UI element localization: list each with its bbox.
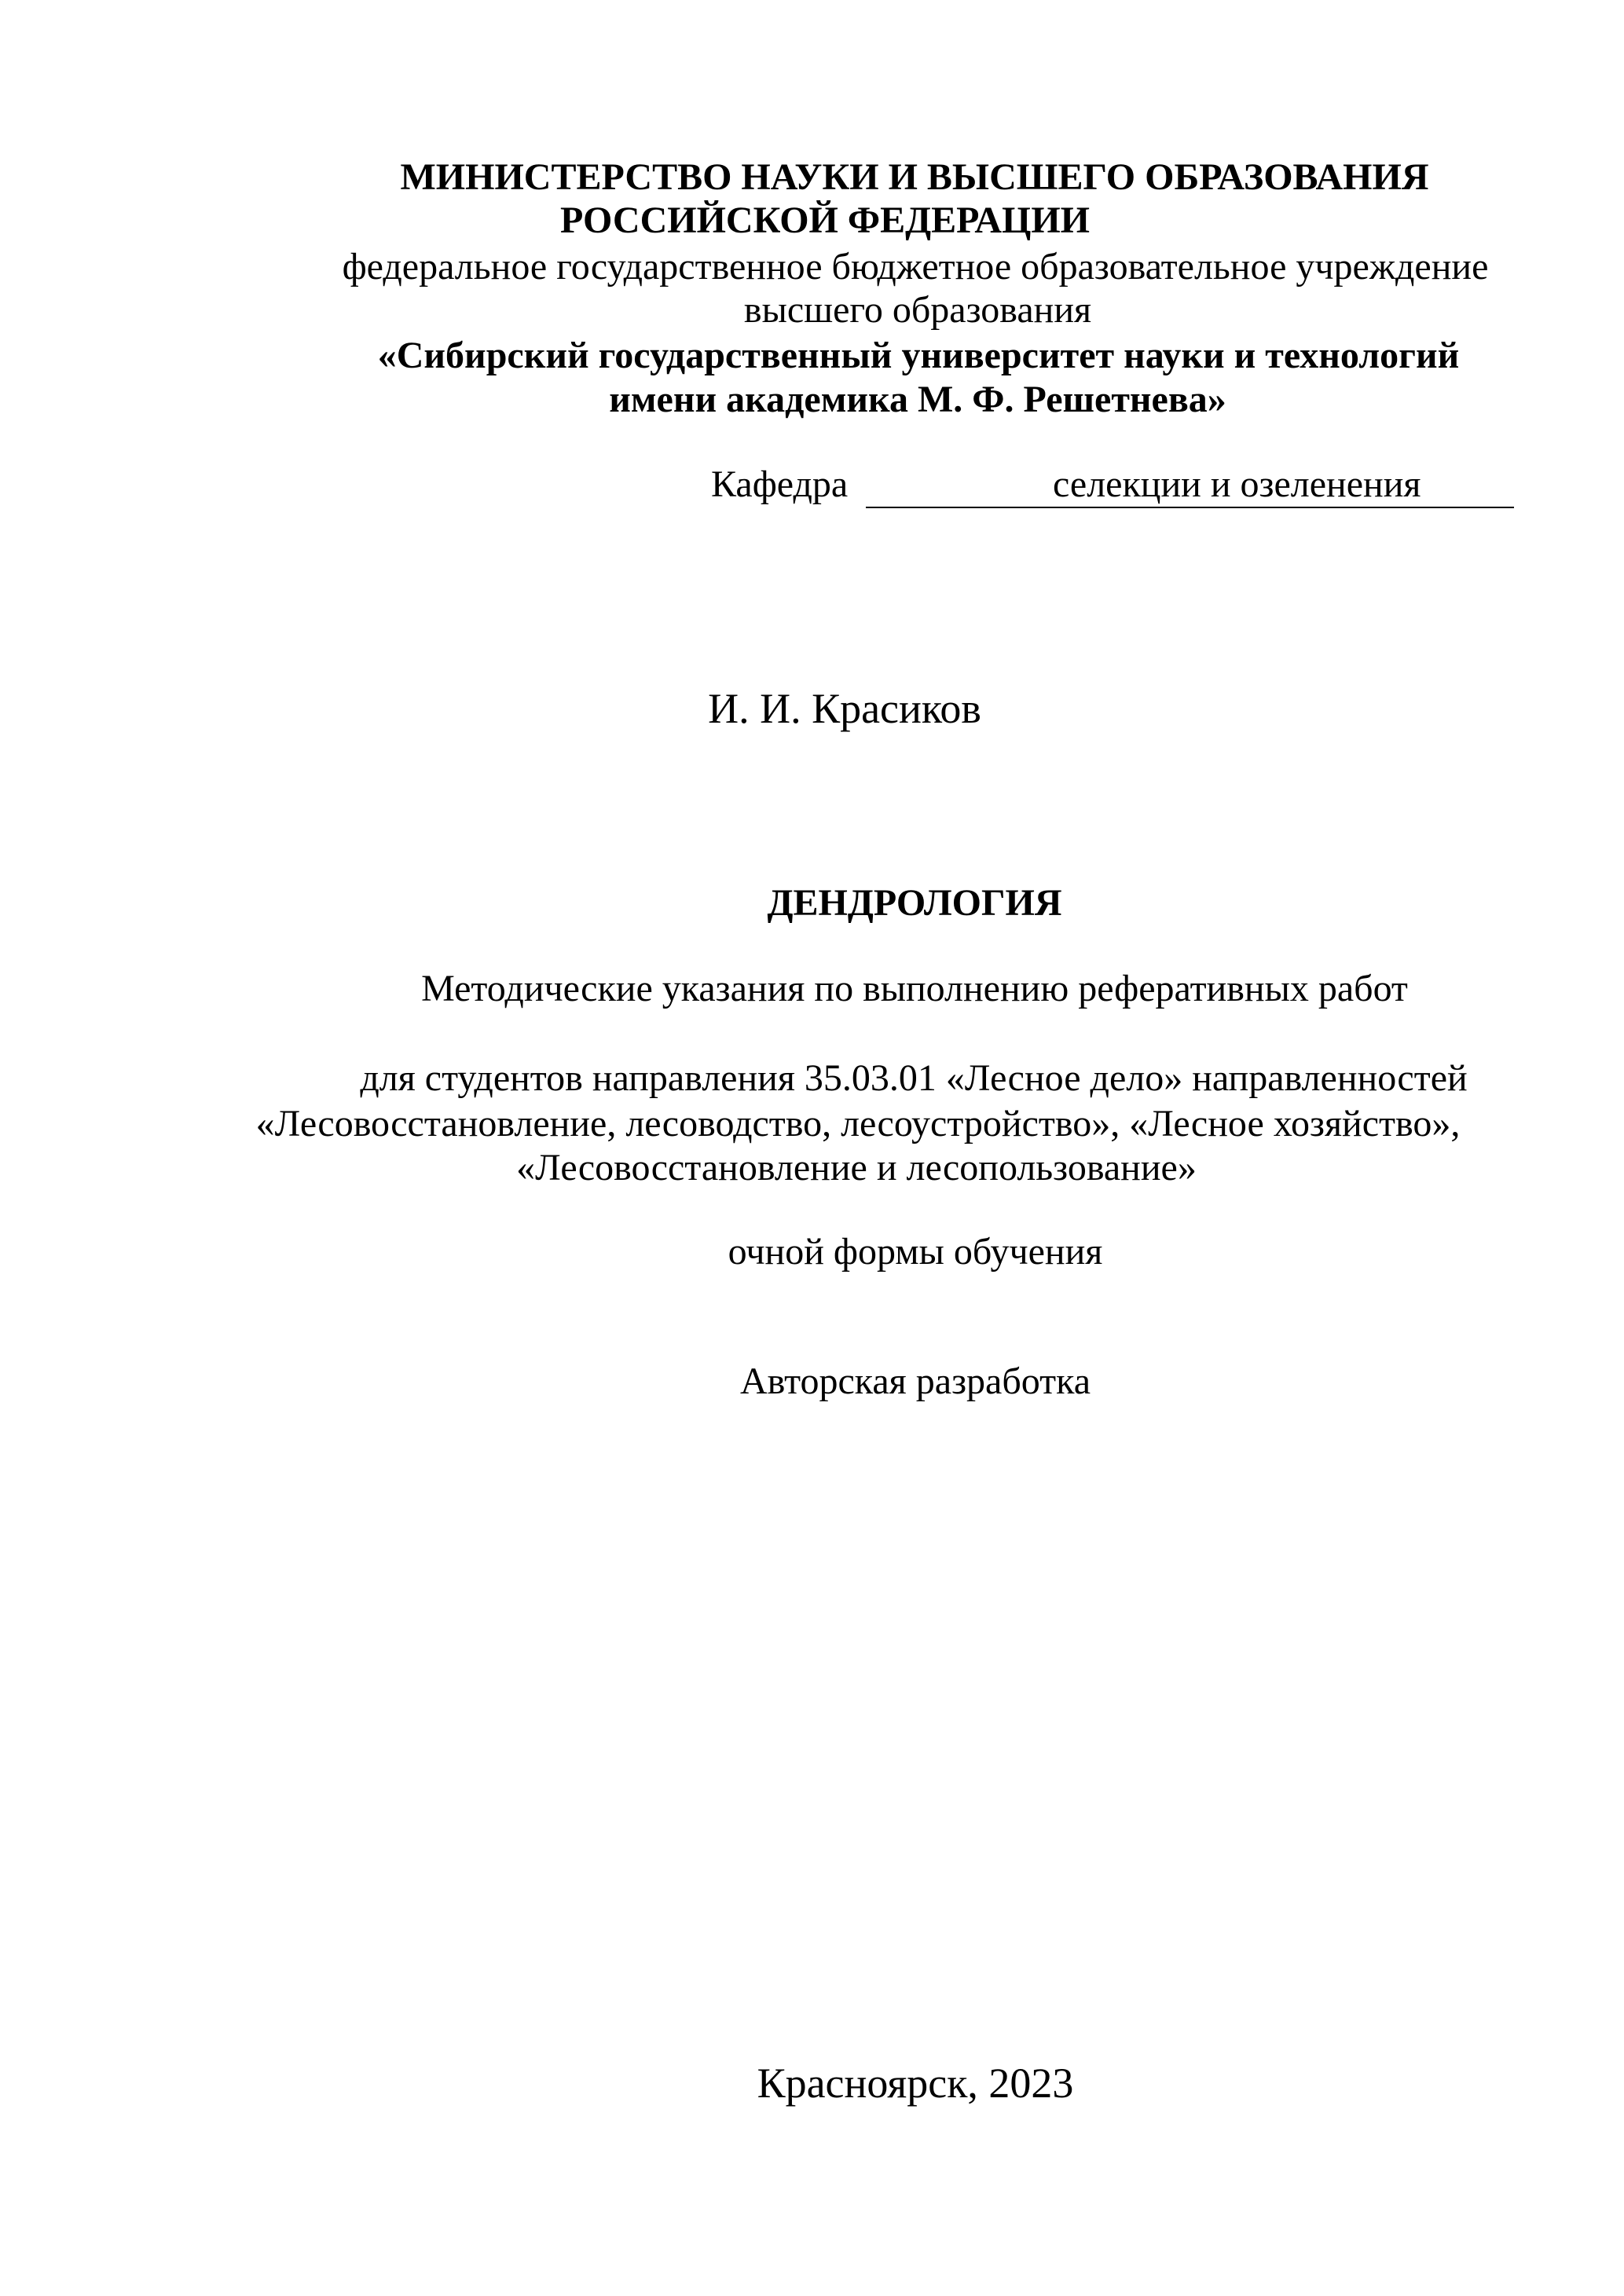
document-title: ДЕНДРОЛОГИЯ xyxy=(767,882,1062,924)
audience-line3: «Лесовосстановление и лесопользование» xyxy=(516,1147,1197,1188)
institution-type-line1: федеральное государственное бюджетное образовательное учреждение xyxy=(342,246,1489,287)
department-value: селекции и озеленения xyxy=(1053,463,1421,505)
audience-line1: для студентов направления 35.03.01 «Лесное дело» направленностей xyxy=(360,1057,1468,1099)
institution-type-line2: высшего образования xyxy=(743,289,1092,331)
department-label: Кафедра xyxy=(711,463,849,505)
university-name-line1: «Сибирский государственный университет науки и технологий xyxy=(377,335,1460,376)
author-work-label: Авторская разработка xyxy=(740,1360,1091,1402)
university-name-line2: имени академика М. Ф. Решетнева» xyxy=(609,379,1226,420)
study-form: очной формы обучения xyxy=(728,1231,1103,1273)
ministry-name-line2: РОССИЙСКОЙ ФЕДЕРАЦИИ xyxy=(559,200,1091,241)
author-name: И. И. Красиков xyxy=(708,685,981,732)
document-subtitle: Методические указания по выполнению реферативных работ xyxy=(421,968,1408,1009)
audience-line2: «Лесовосстановление, лесоводство, лесоустройство», «Лесное хозяйство», xyxy=(255,1103,1461,1144)
ministry-name-line1: МИНИСТЕРСТВО НАУКИ И ВЫСШЕГО ОБРАЗОВАНИЯ xyxy=(400,156,1429,198)
city-year: Красноярск, 2023 xyxy=(757,2060,1074,2107)
department-field xyxy=(866,463,1514,508)
